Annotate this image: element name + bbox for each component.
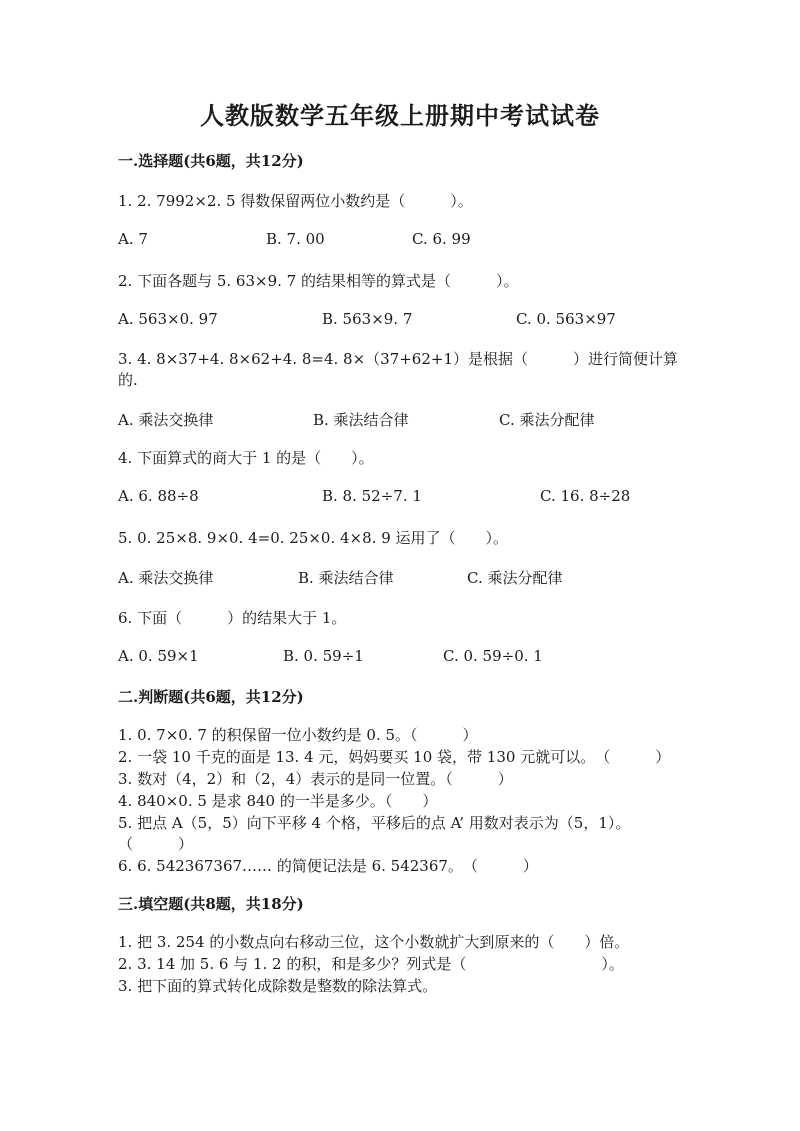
section-heading-choice: 一.选择题(共6题，共12分): [118, 152, 304, 170]
choice-q5-option-c: C. 乘法分配律: [467, 569, 563, 587]
choice-q4-option-b: B. 8. 52÷7. 1: [322, 487, 422, 505]
choice-question-2: 2. 下面各题与 5. 63×9. 7 的结果相等的算式是（ ）。: [118, 272, 519, 290]
choice-q6-option-c: C. 0. 59÷0. 1: [443, 647, 543, 665]
choice-question-5: 5. 0. 25×8. 9×0. 4=0. 25×0. 4×8. 9 运用了（ ）。: [118, 529, 509, 547]
choice-q1-option-a: A. 7: [118, 230, 148, 248]
judgment-item-3: 3. 数对（4，2）和（2，4）表示的是同一位置。（ ）: [118, 770, 513, 788]
choice-question-1: 1. 2. 7992×2. 5 得数保留两位小数约是（ ）。: [118, 192, 473, 210]
choice-q1-option-b: B. 7. 00: [266, 230, 325, 248]
choice-question-3: 3. 4. 8×37+4. 8×62+4. 8=4. 8×（37+62+1）是根据（ ）进行简便计算: [118, 350, 679, 368]
section-heading-judgment: 二.判断题(共6题，共12分): [118, 688, 304, 706]
judgment-item-6: 6. 6. 542367367…… 的简便记法是 6. 542367。 （ ）: [118, 857, 538, 875]
choice-q1-option-c: C. 6. 99: [412, 230, 471, 248]
fill-item-2: 2. 3. 14 加 5. 6 与 1. 2 的积，和是多少？列式是（ ）。: [118, 955, 624, 973]
judgment-item-4: 4. 840×0. 5 是求 840 的一半是多少。（ ）: [118, 792, 438, 810]
choice-q6-option-b: B. 0. 59÷1: [283, 647, 364, 665]
judgment-item-5-cont: （ ）: [118, 835, 194, 853]
section-heading-fill-in: 三.填空题(共8题，共18分): [118, 895, 304, 913]
exam-title: 人教版数学五年级上册期中考试试卷: [200, 101, 600, 130]
choice-q2-option-a: A. 563×0. 97: [118, 310, 218, 328]
choice-q3-option-b: B. 乘法结合律: [313, 411, 409, 429]
judgment-item-1: 1. 0. 7×0. 7 的积保留一位小数约是 0. 5。（ ）: [118, 726, 478, 744]
choice-question-6: 6. 下面（ ）的结果大于 1。: [118, 609, 347, 627]
choice-question-4: 4. 下面算式的商大于 1 的是（ ）。: [118, 449, 374, 467]
judgment-item-2: 2. 一袋 10 千克的面是 13. 4 元，妈妈要买 10 袋，带 130 元就可以。 （ ）: [118, 748, 671, 766]
judgment-item-5: 5. 把点 A（5，5）向下平移 4 个格，平移后的点 A’ 用数对表示为（5，1）。: [118, 814, 631, 832]
choice-q4-option-c: C. 16. 8÷28: [540, 487, 631, 505]
choice-q2-option-c: C. 0. 563×97: [516, 310, 616, 328]
fill-item-3: 3. 把下面的算式转化成除数是整数的除法算式。: [118, 977, 438, 995]
fill-item-1: 1. 把 3. 254 的小数点向右移动三位，这个小数就扩大到原来的（ ）倍。: [118, 933, 630, 951]
choice-q3-option-c: C. 乘法分配律: [499, 411, 595, 429]
choice-q2-option-b: B. 563×9. 7: [322, 310, 413, 328]
choice-q5-option-a: A. 乘法交换律: [118, 569, 214, 587]
choice-q4-option-a: A. 6. 88÷8: [118, 487, 199, 505]
choice-q5-option-b: B. 乘法结合律: [298, 569, 394, 587]
choice-question-3-cont: 的.: [118, 371, 138, 389]
choice-q6-option-a: A. 0. 59×1: [118, 647, 199, 665]
choice-q3-option-a: A. 乘法交换律: [118, 411, 214, 429]
